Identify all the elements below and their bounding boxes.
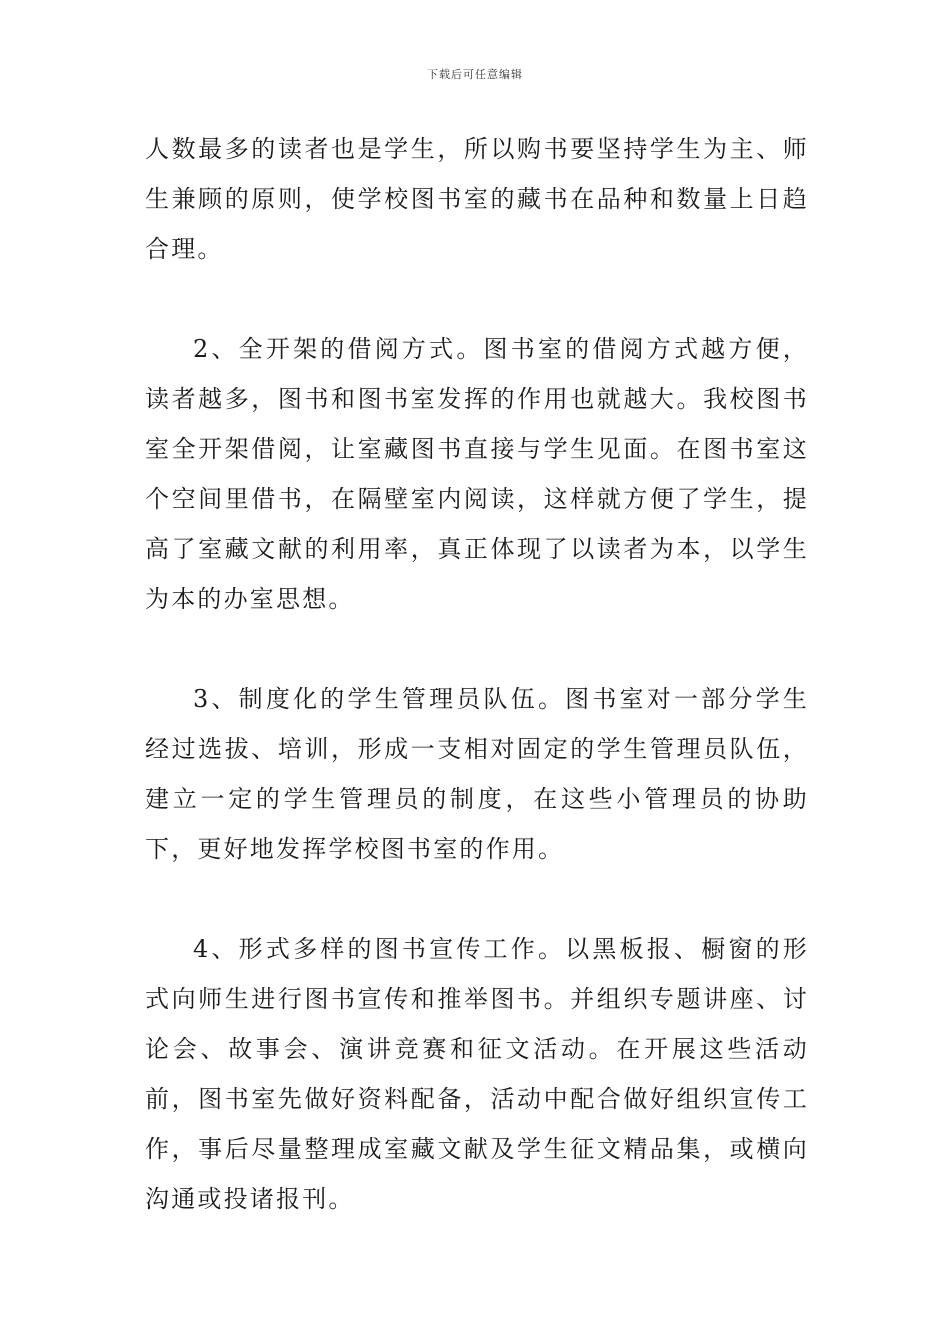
paragraph-spacer: [145, 624, 809, 674]
paragraph-spacer: [145, 874, 809, 924]
paragraph-item-2: 2、全开架的借阅方式。图书室的借阅方式越方便，读者越多，图书和图书室发挥的作用也就越大。我校图书室全开架借阅，让室藏图书直接与学生见面。在图书室这个空间里借书，在隔壁室内阅读，这样就方便了学生，提高了室藏文献的利用率，真正体现了以读者为本，以学生为本的办室思想。: [145, 335, 809, 613]
paragraph-item-4: 4、形式多样的图书宣传工作。以黑板报、橱窗的形式向师生进行图书宣传和推举图书。并组织专题讲座、讨论会、故事会、演讲竞赛和征文活动。在开展这些活动前，图书室先做好资料配备，活动中配合做好组织宣传工作，事后尽量整理成室藏文献及学生征文精品集，或横向沟通或投诸报刊。: [145, 935, 809, 1213]
paragraph-spacer: [145, 274, 809, 324]
paragraph-continuation: 人数最多的读者也是学生，所以购书要坚持学生为主、师生兼顾的原则，使学校图书室的藏书在品种和数量上日趋合理。: [145, 135, 809, 263]
paragraph-item-3: 3、制度化的学生管理员队伍。图书室对一部分学生经过选拔、培训，形成一支相对固定的学生管理员队伍，建立一定的学生管理员的制度，在这些小管理员的协助下，更好地发挥学校图书室的作用。: [145, 685, 809, 863]
page-header: 下载后可任意编辑: [427, 68, 523, 81]
document-body: [145, 124, 809, 1224]
